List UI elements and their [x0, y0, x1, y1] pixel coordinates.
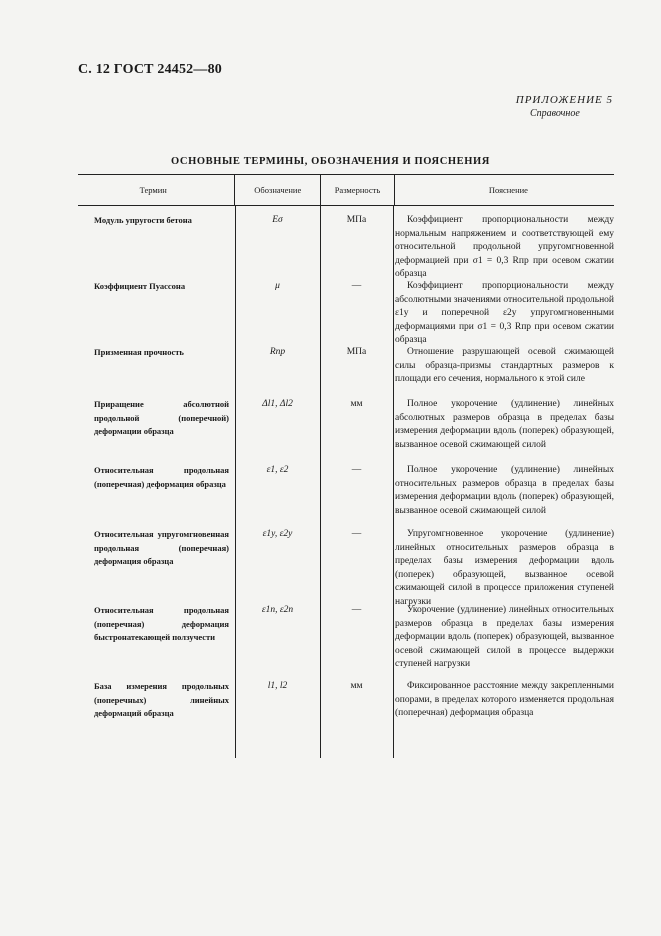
- term-cell: Относительная продольная (поперечная) деформация образца: [94, 465, 229, 489]
- explanation-cell: Укорочение (удлинение) линейных относительных размеров образца в пределах базы измерения деформации вдоль (поперек) образующей, вызванное осевой сжимающей силой в процессе выдержки ступеней нагрузки: [395, 605, 614, 669]
- appendix-subtitle: Справочное: [530, 108, 580, 119]
- symbol-cell: Δl1, Δl2: [262, 399, 293, 409]
- term-cell: Относительная продольная (поперечная) деформация быстронатекающей ползучести: [94, 605, 229, 642]
- unit-cell: мм: [350, 399, 363, 409]
- page-header: С. 12 ГОСТ 24452—80: [78, 62, 222, 77]
- terms-table: [78, 174, 614, 758]
- table-row: [78, 346, 614, 387]
- header-term: Термин: [139, 185, 167, 195]
- table-row: [78, 280, 614, 348]
- table-row: [78, 528, 614, 609]
- unit-cell: —: [351, 605, 362, 615]
- symbol-cell: l1, l2: [267, 681, 288, 691]
- term-cell: Призменная прочность: [94, 347, 184, 357]
- unit-cell: —: [351, 529, 362, 539]
- unit-cell: —: [351, 281, 362, 291]
- explanation-cell: Отношение разрушающей осевой сжимающей силы образца-призмы стандартных размеров к площади его сечения, нормального к этой силе: [395, 347, 614, 384]
- table-header: [78, 174, 614, 206]
- document-title: ОСНОВНЫЕ ТЕРМИНЫ, ОБОЗНАЧЕНИЯ И ПОЯСНЕНИЯ: [171, 156, 490, 167]
- symbol-cell: ε1y, ε2y: [262, 529, 293, 539]
- table-row: [78, 214, 614, 282]
- explanation-cell: Упругомгновенное укорочение (удлинение) линейных относительных размеров образца в пределах базы измерения деформации вдоль (поперек) образующей, вызванное осевой сжимающей силой в процессе приложения ступеней нагрузки: [395, 529, 614, 607]
- term-cell: База измерения продольных (поперечных) линейных деформаций образца: [94, 681, 229, 718]
- symbol-cell: ε1, ε2: [266, 465, 289, 475]
- unit-cell: МПа: [346, 347, 367, 357]
- explanation-cell: Коэффициент пропорциональности между нормальным напряжением и соответствующей ему относительной продольной упругомгновенной деформацией при σ1 = 0,3 Rпр при осевом сжатии образца: [395, 215, 614, 279]
- header-explanation: Пояснение: [394, 175, 614, 205]
- explanation-cell: Коэффициент пропорциональности между абсолютными значениями относительной продольной ε1y и поперечной ε2y упругомгновенными деформациями при σ1 = 0,3 Rпр при осевом сжатии образца: [395, 281, 615, 345]
- header-symbol: Обозначение: [234, 175, 320, 205]
- appendix-label: ПРИЛОЖЕНИЕ 5: [515, 94, 613, 106]
- unit-cell: —: [351, 465, 362, 475]
- symbol-cell: ε1п, ε2п: [261, 605, 294, 615]
- table-row: [78, 398, 614, 452]
- header-unit: Размерность: [320, 175, 394, 205]
- table-row: [78, 680, 614, 721]
- term-cell: Относительная упругомгновенная продольная (поперечная) деформация образца: [94, 529, 229, 566]
- unit-cell: мм: [350, 681, 363, 691]
- term-cell: Приращение абсолютной продольной (поперечной) деформации образца: [94, 399, 229, 436]
- explanation-cell: Фиксированное расстояние между закрепленными опорами, в пределах которого изменяется продольная (поперечная) деформация образца: [395, 681, 614, 718]
- table-row: [78, 604, 614, 672]
- term-cell: Коэффициент Пуассона: [94, 281, 186, 291]
- term-cell: Модуль упругости бетона: [94, 215, 192, 225]
- unit-cell: МПа: [346, 215, 367, 225]
- explanation-cell: Полное укорочение (удлинение) линейных абсолютных размеров образца в пределах базы измерения деформации вдоль (поперек) образующей, вызванное осевой сжимающей силой: [395, 399, 614, 450]
- table-row: [78, 464, 614, 518]
- symbol-cell: μ: [275, 281, 280, 291]
- table-body: [78, 206, 614, 758]
- symbol-cell: Eσ: [272, 215, 283, 225]
- symbol-cell: Rпр: [269, 347, 286, 357]
- explanation-cell: Полное укорочение (удлинение) линейных относительных размеров образца в пределах базы измерения деформации вдоль (поперек) образующей, вызванное осевой сжимающей силой: [395, 465, 614, 516]
